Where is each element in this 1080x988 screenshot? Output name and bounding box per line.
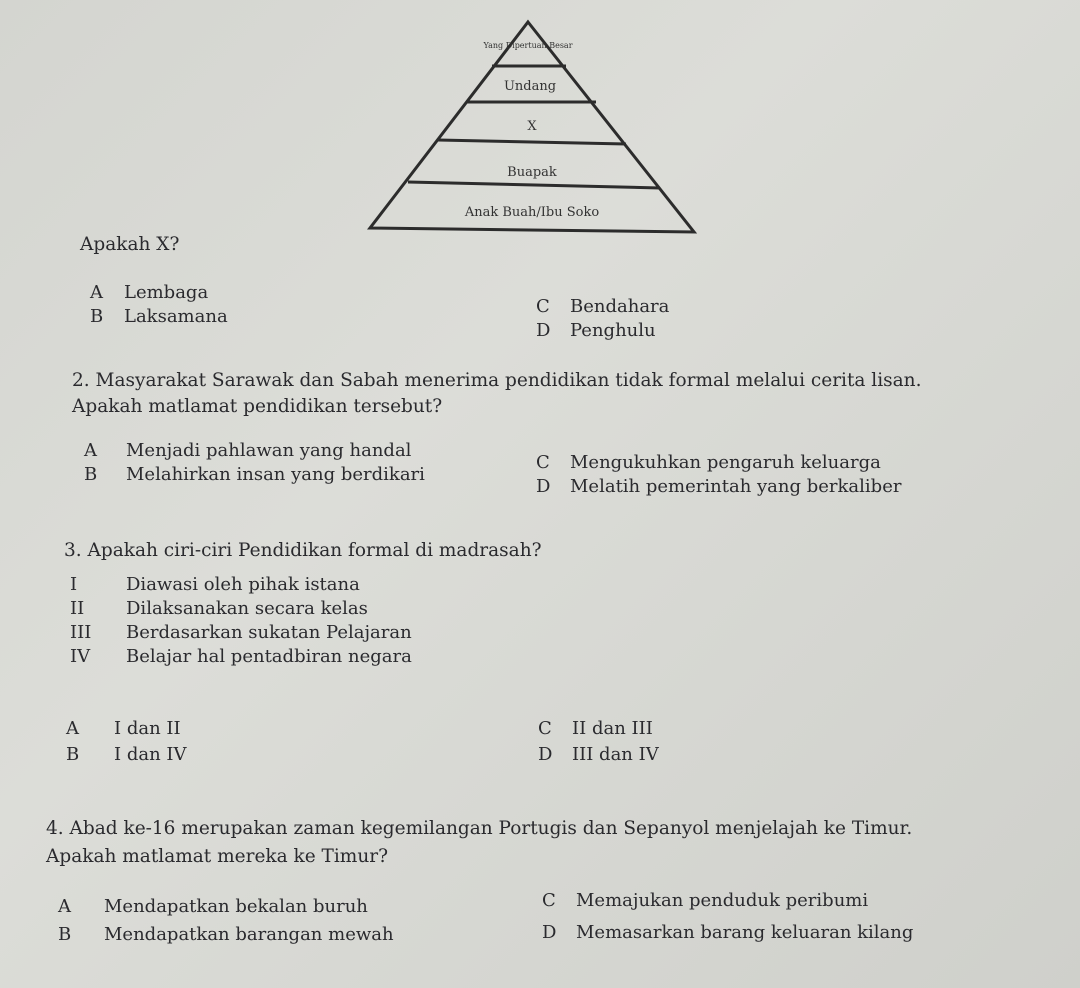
q3-question: 3. Apakah ciri-ciri Pendidikan formal di madrasah? [64, 540, 542, 561]
pyramid-level-2: Undang [503, 79, 557, 94]
pyramid-level-1: Yang Dipertuan Besar [483, 41, 573, 50]
q1-question: Apakah X? [80, 234, 180, 255]
q3-statement-4: IV Belajar hal pentadbiran negara [70, 646, 412, 667]
q2-option-c[interactable]: C Mengukuhkan pengaruh keluarga [536, 452, 881, 473]
q1-option-c[interactable]: C Bendahara [536, 296, 670, 317]
q2-question-line2: Apakah matlamat pendidikan tersebut? [72, 396, 443, 417]
q2-option-b[interactable]: B Melahirkan insan yang berdikari [84, 464, 425, 485]
q3-option-d[interactable]: D III dan IV [538, 744, 659, 765]
q3-option-b[interactable]: B I dan IV [66, 744, 187, 765]
q4-question-line1: 4. Abad ke-16 merupakan zaman kegemilangan Portugis dan Sepanyol menjelajah ke Timur. [46, 818, 913, 839]
q1-option-a[interactable]: A Lembaga [90, 282, 209, 303]
pyramid-level-4: Buapak [507, 165, 557, 180]
q3-option-c[interactable]: C II dan III [538, 718, 653, 739]
q1-option-d[interactable]: D Penghulu [536, 320, 656, 341]
q1-option-b[interactable]: B Laksamana [90, 306, 228, 327]
pyramid-level-3: X [527, 119, 537, 134]
q4-question-line2: Apakah matlamat mereka ke Timur? [46, 846, 389, 867]
q4-option-c[interactable]: C Memajukan penduduk peribumi [542, 890, 869, 911]
q3-statement-2: II Dilaksanakan secara kelas [70, 598, 368, 619]
q3-statement-1: I Diawasi oleh pihak istana [70, 574, 360, 595]
q4-option-b[interactable]: B Mendapatkan barangan mewah [58, 924, 394, 945]
pyramid-level-5: Anak Buah/Ibu Soko [464, 205, 600, 220]
q4-option-d[interactable]: D Memasarkan barang keluaran kilang [542, 922, 914, 943]
q3-statement-3: III Berdasarkan sukatan Pelajaran [70, 622, 412, 643]
q2-option-d[interactable]: D Melatih pemerintah yang berkaliber [536, 476, 902, 497]
q3-option-a[interactable]: A I dan II [66, 718, 181, 739]
q2-question-line1: 2. Masyarakat Sarawak dan Sabah menerima pendidikan tidak formal melalui cerita lisan. [72, 370, 922, 391]
hierarchy-pyramid [0, 0, 1080, 250]
q2-option-a[interactable]: A Menjadi pahlawan yang handal [84, 440, 412, 461]
q4-option-a[interactable]: A Mendapatkan bekalan buruh [58, 896, 368, 917]
